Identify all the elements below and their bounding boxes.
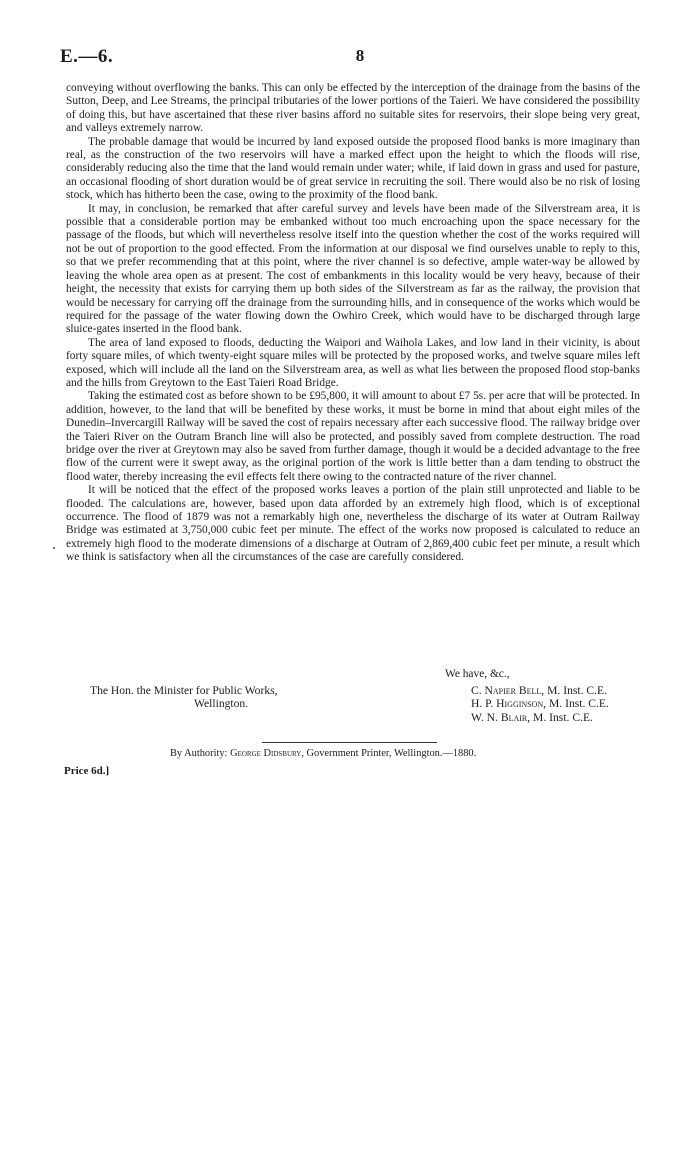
signatory-qualification: M. Inst. C.E.	[548, 697, 609, 711]
signatory	[471, 711, 671, 724]
paragraph-continuation: conveying without overflowing the banks. This can only be effected by the interception of the drainage from the basins of the Sutton, Deep, and Lee Streams, the principal tributaries of the lower portions of the Taieri. We have considered the possibility of doing this, but have ascertained that these river basins afford no suitable sites for reservoirs, their slope being very great, and valleys extremely narrow.	[66, 82, 640, 135]
addressee-title: The Hon. the Minister for Public Works,	[90, 684, 278, 697]
imprint-prefix: By Authority:	[170, 748, 228, 759]
printer-imprint	[170, 748, 610, 759]
margin-mark	[53, 547, 55, 549]
signatory-list	[471, 684, 671, 724]
paragraph: The area of land exposed to floods, deducting the Waipori and Waihola Lakes, and low land in their vicinity, is about forty square miles, of which twenty-eight square miles will be protected by the proposed works, and twelve square miles left exposed, which will include all the land on the Silverstream area, as well as what lies between the proposed flood stop-banks and the hills from Greytown to the East Taieri Road Bridge.	[66, 336, 640, 389]
addressee-location: Wellington.	[194, 697, 249, 711]
imprint-suffix: , Government Printer, Wellington.—1880.	[301, 748, 477, 759]
price-note: Price 6d.]	[64, 765, 110, 777]
paragraph: It may, in conclusion, be remarked that after careful survey and levels have been made of the Silverstream area, it is possible that a considerable portion may be embanked without too much encroaching upon the space necessary for the passage of the floods, but which will nevertheless resolve itself into the question whether the cost of the works required will not be out of proportion to the good effected. From the information at our disposal we find ourselves unable to reply to this, so that we prefer recommending that at this point, where the river channel is so defective, ample water-way be allowed by leaving the whole area open as at present. The cost of embankments in this locality would be very heavy, because of their height, the necessity that exists for carrying them up both sides of the Silverstream as far as the railway, the provision that would be necessary for carrying off the drainage from the surrounding hills, and in consequence of the works which would be required for the passage of the water flowing down the Owhiro Creek, which would have to be discharged through large sluice-gates inserted in the flood bank.	[66, 202, 640, 336]
paragraph: The probable damage that would be incurred by land exposed outside the proposed flood banks is more imaginary than real, as the construction of the two reservoirs will have a marked effect upon the height to which the floods will rise, considerably reducing also the time that the land would remain under water; while, if laid down in grass and used for pasture, an occasional flooding of short duration would be of great service in recruiting the soil. There would also be no risk of losing stock, which has hitherto been the case, owing to the proximity of the flood bank.	[66, 135, 640, 202]
paragraph: Taking the estimated cost as before shown to be £95,800, it will amount to about £7 5s. per acre that will be protected. In addition, however, to the land that will be benefited by these works, it must be borne in mind that about eight miles of the Dunedin–Invercargill Railway will be saved the cost of repairs necessary after each successive flood. The railway bridge over the Taieri River on the Outram Branch line will also be protected, and possibly saved from complete destruction. The road bridge over the river at Greytown may also be saved from further damage, though it would be a decided advantage to the free flow of the current were it swept away, as the original portion of the work is little better than a dam tending to obstruct the flood water, thereby increasing the evil effects felt there owing to the contracted nature of the river channel.	[66, 390, 640, 483]
signatory-qualification: M. Inst. C.E.	[547, 684, 608, 697]
signatory-qualification: M. Inst. C.E.	[533, 710, 593, 724]
document-reference: E.—6.	[60, 46, 114, 67]
signatory-name: H. P. Higginson,	[471, 697, 547, 711]
signatory-name: C. Napier Bell,	[471, 684, 545, 697]
signatory	[471, 684, 671, 697]
closing-salutation: We have, &c.,	[445, 668, 510, 680]
imprint-divider	[262, 742, 437, 743]
addressee	[90, 684, 370, 711]
printer-name: George Didsbury	[230, 748, 302, 759]
report-body	[66, 82, 640, 565]
signatory-name: W. N. Blair,	[471, 710, 531, 724]
page-number: 8	[355, 46, 365, 65]
page-header	[60, 46, 660, 70]
paragraph: It will be noticed that the effect of the proposed works leaves a portion of the plain still unprotected and liable to be flooded. The calculations are, however, based upon data afforded by an extremely high flood, which is of exceptional occurrence. The flood of 1879 was not a remarkably high one, nevertheless the discharge of its water at Outram Railway Bridge was estimated at 3,750,000 cubic feet per minute. The effect of the works now proposed is calculated to reduce an extremely high flood to the moderate dimensions of a discharge at Outram of 2,869,400 cubic feet per minute, a result which we think is satisfactory when all the circumstances of the case are carefully considered.	[66, 484, 640, 564]
signatory	[471, 697, 671, 710]
